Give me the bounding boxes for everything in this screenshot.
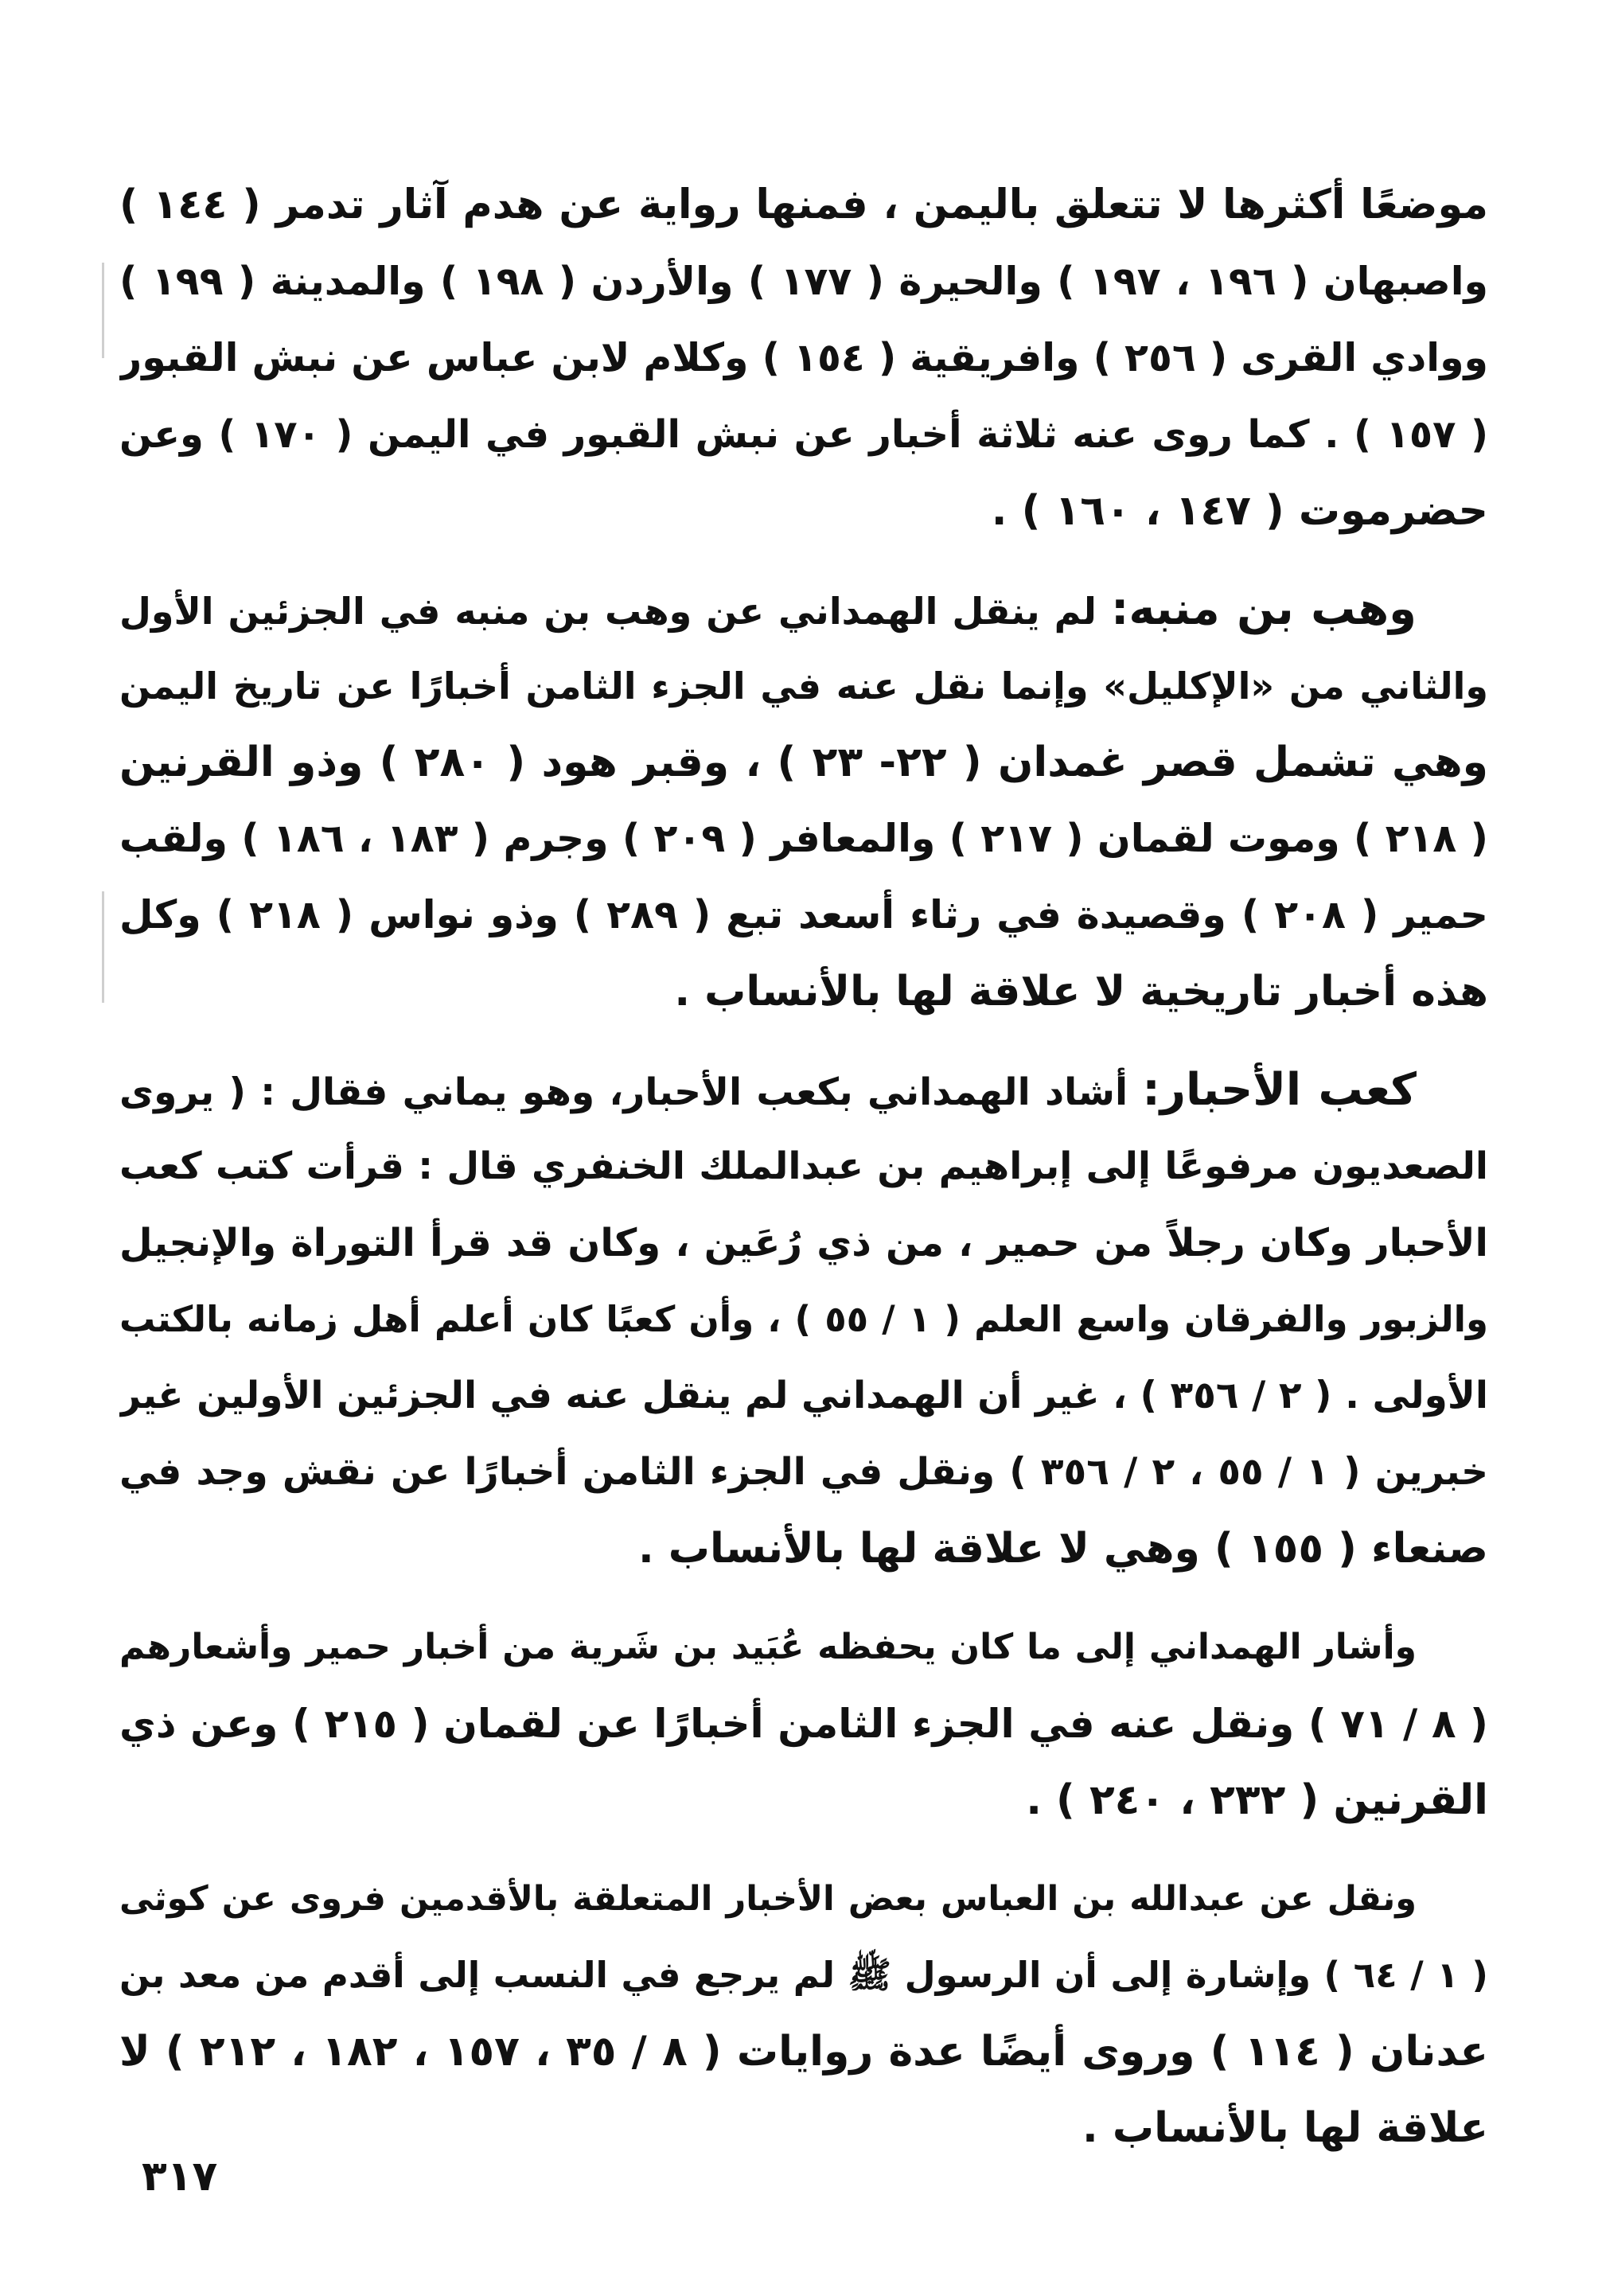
text-line: موضعًا أكثرها لا تتعلق باليمن ، فمنها رواية عن هدم آثار تدمر ( ١٤٤ )	[119, 181, 1488, 228]
paragraph-lead: وهب بن منبه:	[1110, 583, 1417, 635]
scan-margin-mark	[102, 263, 104, 358]
text-line: ووادي القرى ( ٢٥٦ ) وافريقية ( ١٥٤ ) وكلام لابن عباس عن نبش القبور	[119, 335, 1488, 380]
paragraph	[119, 167, 1488, 549]
text-line: حضرموت ( ١٤٧ ، ١٦٠ ) .	[991, 487, 1488, 535]
text-line: وأشار الهمداني إلى ما كان يحفظه عُبَيد بن شَرية من أخبار حمير وأشعارهم	[119, 1627, 1417, 1667]
text-line: الأحبار وكان رجلاً من حمير ، من ذي رُعَين ، وكان قد قرأ التوراة والإنجيل	[119, 1221, 1488, 1265]
text-line: واصبهان ( ١٩٦ ، ١٩٧ ) والحيرة ( ١٧٧ ) والأردن ( ١٩٨ ) والمدينة ( ١٩٩ )	[119, 259, 1488, 304]
text-line: الصعديون مرفوعًا إلى إبراهيم بن عبدالملك الخنفري قال : قرأت كتب كعب	[119, 1144, 1488, 1188]
text-line-rest: لم ينقل الهمداني عن وهب بن منبه في الجزئين الأول	[119, 590, 1111, 633]
text-line	[119, 1052, 1488, 1129]
text-line: ( ٢١٨ ) وموت لقمان ( ٢١٧ ) والمعافر ( ٢٠٩ ) وجرم ( ١٨٣ ، ١٨٦ ) ولقب	[119, 816, 1488, 861]
paragraph-kaab	[119, 1052, 1488, 1587]
page-number: ٣١٧	[142, 2153, 218, 2200]
page-body	[119, 167, 1488, 2189]
text-line: ( ١ / ٦٤ ) وإشارة إلى أن الرسول ﷺ لم يرجع في النسب إلى أقدم من معد بن	[119, 1954, 1488, 1996]
text-line: ( ٨ / ٧١ ) ونقل عنه في الجزء الثامن أخبارًا عن لقمان ( ٢١٥ ) وعن ذي	[119, 1701, 1488, 1747]
text-line: القرنين ( ٢٣٢ ، ٢٤٠ ) .	[1026, 1776, 1488, 1824]
paragraph-wahb	[119, 571, 1488, 1030]
text-line: والثاني من «الإكليل» وإنما نقل عنه في الجزء الثامن أخبارًا عن تاريخ اليمن	[119, 665, 1488, 708]
text-line: والزبور والفرقان واسع العلم ( ١ / ٥٥ ) ، وأن كعبًا كان أعلم أهل زمانه بالكتب	[119, 1298, 1488, 1340]
text-line	[119, 571, 1488, 648]
paragraph-lead: كعب الأحبار:	[1142, 1064, 1417, 1116]
text-line-rest: أشاد الهمداني بكعب الأحبار، وهو يماني فقال : ( يروى	[119, 1070, 1143, 1114]
paragraph	[119, 1609, 1488, 1838]
text-line: ( ١٥٧ ) . كما روى عنه ثلاثة أخبار عن نبش القبور في اليمن ( ١٧٠ ) وعن	[119, 412, 1488, 457]
text-line: عدنان ( ١١٤ ) وروى أيضًا عدة روايات ( ٨ / ٣٥ ، ١٥٧ ، ١٨٢ ، ٢١٢ ) لا	[119, 2028, 1488, 2076]
text-line: هذه أخبار تاريخية لا علاقة لها بالأنساب .	[674, 968, 1488, 1015]
paragraph	[119, 1861, 1488, 2166]
text-line: علاقة لها بالأنساب .	[1082, 2104, 1488, 2152]
text-line: صنعاء ( ١٥٥ ) وهي لا علاقة لها بالأنساب .	[637, 1525, 1488, 1573]
text-line: وهي تشمل قصر غمدان ( ٢٢- ٢٣ ) ، وقبر هود ( ٢٨٠ ) وذو القرنين	[119, 739, 1488, 786]
text-line: خبرين ( ١ / ٥٥ ، ٢ / ٣٥٦ ) ونقل في الجزء الثامن أخبارًا عن نقش وجد في	[119, 1450, 1488, 1494]
text-line: حمير ( ٢٠٨ ) وقصيدة في رثاء أسعد تبع ( ٢٨٩ ) وذو نواس ( ٢١٨ ) وكل	[119, 892, 1488, 938]
text-line: الأولى . ( ٢ / ٣٥٦ ) ، غير أن الهمداني لم ينقل عنه في الجزئين الأولين غير	[119, 1374, 1488, 1417]
text-line: ونقل عن عبدالله بن العباس بعض الأخبار المتعلقة بالأقدمين فروى عن كوثى	[119, 1879, 1417, 1919]
scan-margin-mark	[102, 891, 104, 1003]
